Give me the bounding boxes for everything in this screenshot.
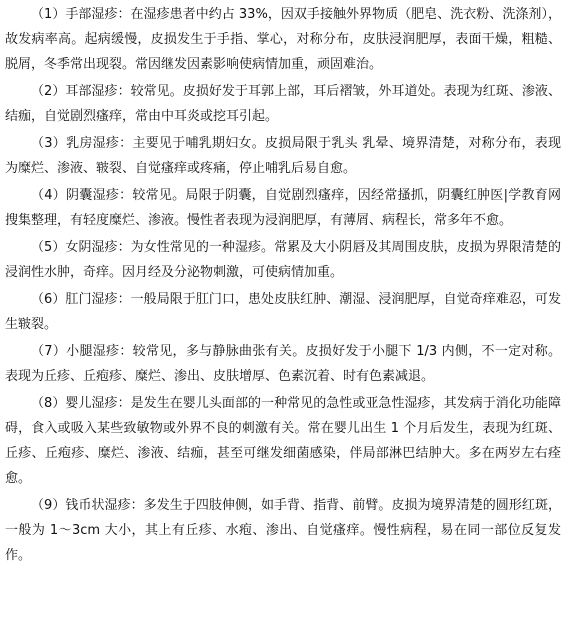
paragraph-title: 耳部湿疹： (65, 84, 131, 99)
paragraph-nummular-eczema (5, 493, 561, 568)
paragraph-text: 一般局限于肛门口，患处皮肤红肿、潮湿、浸润肥厚，自觉奇痒难忍，可发生皲裂。 (5, 292, 561, 332)
paragraph-number: （3） (31, 136, 67, 151)
paragraph-anal-eczema (5, 287, 561, 337)
paragraph-hand-eczema (5, 2, 561, 77)
paragraph-text: 为女性常见的一种湿疹。常累及大小阴唇及其周围皮肤，皮损为界限清楚的浸润性水肿，奇痒。因月经及分泌物刺激，可使病情加重。 (5, 240, 561, 280)
paragraph-number: （6） (31, 292, 66, 307)
paragraph-title: 乳房湿疹： (66, 136, 133, 151)
paragraph-number: （8） (31, 396, 66, 411)
paragraph-text: 较常见。局限于阴囊，自觉剧烈瘙痒，因经常搔抓，阴囊红肿医|学教育网搜集整理，有轻度糜烂、渗液。慢性者表现为浸润肥厚，有薄屑、病程长，常多年不愈。 (5, 188, 561, 228)
paragraph-title: 女阴湿疹： (65, 240, 131, 255)
paragraph-number: （5） (31, 240, 66, 255)
paragraph-title: 婴儿湿疹： (65, 396, 131, 411)
paragraph-title: 小腿湿疹： (66, 344, 133, 359)
paragraph-title: 阴囊湿疹： (66, 188, 133, 203)
paragraph-title: 肛门湿疹： (65, 292, 131, 307)
paragraph-number: （9） (31, 498, 66, 513)
paragraph-text: 主要见于哺乳期妇女。皮损局限于乳头 乳晕、境界清楚，对称分布，表现为糜烂、渗液、皲裂、自觉瘙痒或疼痛，停止哺乳后易自愈。 (5, 136, 561, 176)
paragraph-text: 是发生在婴儿头面部的一种常见的急性或亚急性湿疹，其发病于消化功能障碍，食入或吸入某些致敏物或外界不良的刺激有关。常在婴儿出生 1 个月后发生，表现为红斑、丘疹、丘疱疹、糜烂、渗液、结痂，甚至可继发细菌感染，伴局部淋巴结肿大。多在两岁左右痊愈。 (5, 396, 561, 486)
paragraph-title: 手部湿疹： (65, 7, 131, 22)
paragraph-infant-eczema (5, 391, 561, 491)
paragraph-number: （7） (31, 344, 67, 359)
document-body (5, 2, 561, 570)
paragraph-number: （4） (31, 188, 67, 203)
paragraph-text: 较常见，多与静脉曲张有关。皮损好发于小腿下 1/3 内侧，不一定对称。表现为丘疹、丘疱疹、糜烂、渗出、皮肤增厚、色素沉着、时有色素减退。 (5, 344, 561, 384)
paragraph-number: （2） (31, 84, 66, 99)
paragraph-ear-eczema (5, 79, 561, 129)
paragraph-text: 在湿疹患者中约占 33%，因双手接触外界物质（肥皂、洗衣粉、洗涤剂），故发病率高。起病缓慢，皮损发生于手指、掌心，对称分布，皮肤浸润肥厚，表面干燥，粗糙、脱屑，冬季常出现裂。常因继发因素影响使病情加重，顽固难治。 (5, 7, 561, 72)
paragraph-scrotal-eczema (5, 183, 561, 233)
paragraph-text: 多发生于四肢伸侧，如手背、指背、前臂。皮损为境界清楚的圆形红斑，一般为 1～3cm 大小，其上有丘疹、水疱、渗出、自觉瘙痒。慢性病程，易在同一部位反复发作。 (5, 498, 561, 563)
paragraph-title: 钱币状湿疹： (65, 498, 144, 513)
paragraph-leg-eczema (5, 339, 561, 389)
paragraph-number: （1） (31, 7, 66, 22)
paragraph-vulvar-eczema (5, 235, 561, 285)
paragraph-breast-eczema (5, 131, 561, 181)
paragraph-text: 较常见。皮损好发于耳郭上部，耳后褶皱，外耳道处。表现为红斑、渗液、结痂，自觉剧烈瘙痒，常由中耳炎或挖耳引起。 (5, 84, 561, 124)
